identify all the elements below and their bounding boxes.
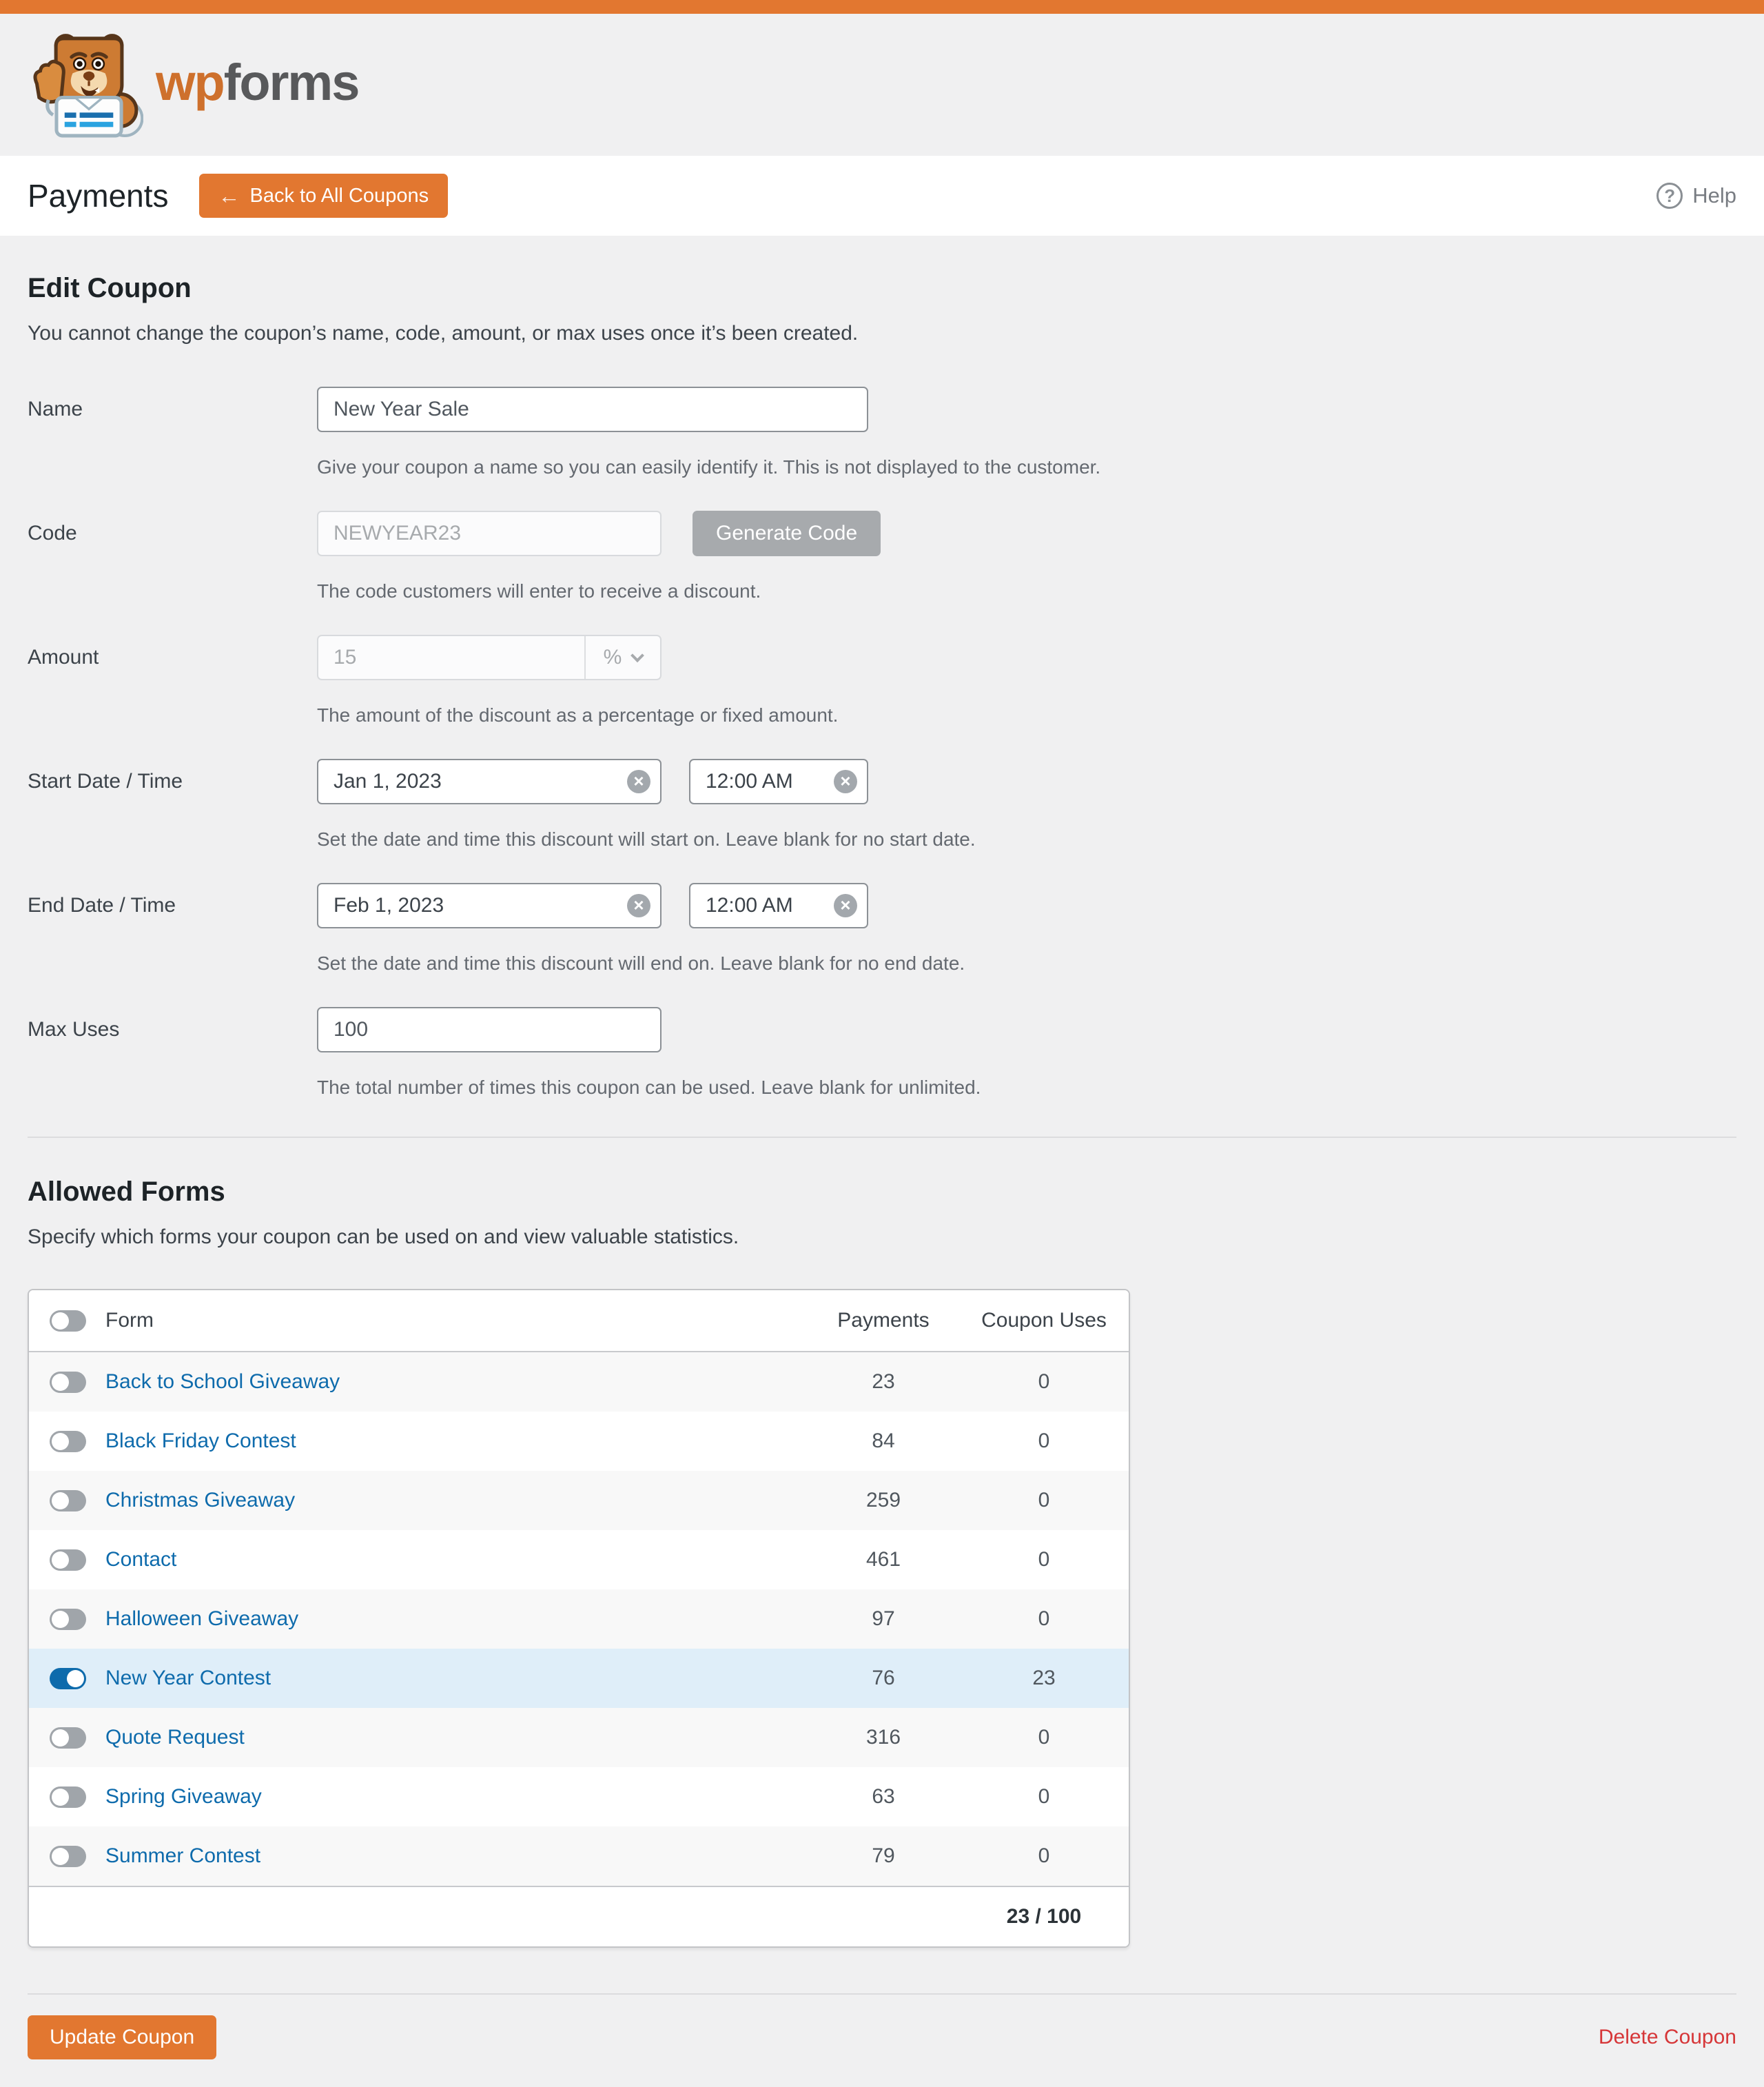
table-row: [29, 1708, 1129, 1767]
payments-count: 63: [872, 1785, 895, 1808]
field-row-name: [28, 387, 1736, 479]
name-help: Give your coupon a name so you can easily identify it. This is not displayed to the customer.: [317, 456, 1101, 478]
field-row-end: [28, 883, 1736, 975]
table-row: [29, 1767, 1129, 1826]
form-link[interactable]: Summer Contest: [105, 1844, 261, 1867]
coupon-uses-count: 0: [1038, 1607, 1050, 1630]
wpforms-logo: [28, 30, 358, 139]
table-row: [29, 1649, 1129, 1708]
form-toggle[interactable]: [50, 1668, 86, 1689]
edit-coupon-heading: Edit Coupon: [28, 273, 192, 303]
back-arrow-icon: ←: [218, 183, 240, 208]
field-row-code: [28, 511, 1736, 603]
clear-start-time-icon[interactable]: ×: [834, 770, 857, 793]
column-header-payments: Payments: [837, 1309, 930, 1332]
start-time-field: [689, 759, 868, 804]
start-date-field: [317, 759, 662, 804]
name-label: Name: [28, 398, 83, 420]
update-coupon-button[interactable]: Update Coupon: [28, 2015, 216, 2059]
coupon-uses-count: 0: [1038, 1548, 1050, 1571]
allowed-forms-heading: Allowed Forms: [28, 1177, 225, 1207]
code-help: The code customers will enter to receive a discount.: [317, 580, 761, 602]
edit-coupon-section: [28, 273, 1736, 1138]
end-time-field: [689, 883, 868, 928]
actions-bar: [28, 2015, 1736, 2059]
clear-end-time-icon[interactable]: ×: [834, 894, 857, 917]
top-accent-bar: [0, 0, 1764, 14]
form-toggle[interactable]: [50, 1431, 86, 1452]
end-date-field: [317, 883, 662, 928]
coupon-uses-count: 0: [1038, 1489, 1050, 1511]
clear-end-date-icon[interactable]: ×: [627, 894, 650, 917]
form-link[interactable]: Contact: [105, 1548, 177, 1571]
column-header-coupon-uses: Coupon Uses: [981, 1309, 1107, 1332]
table-row: [29, 1471, 1129, 1530]
edit-coupon-note: You cannot change the coupon’s name, code, amount, or max uses once it’s been created.: [28, 322, 859, 345]
start-label: Start Date / Time: [28, 770, 183, 793]
form-toggle[interactable]: [50, 1846, 86, 1867]
code-label: Code: [28, 522, 77, 544]
section-divider: [28, 1137, 1736, 1138]
logo-forms: forms: [223, 54, 359, 111]
page-toolbar: [0, 156, 1764, 236]
coupon-uses-count: 0: [1038, 1370, 1050, 1393]
help-label: Help: [1692, 183, 1736, 207]
form-toggle[interactable]: [50, 1786, 86, 1808]
max-uses-help: The total number of times this coupon can be used. Leave blank for unlimited.: [317, 1077, 981, 1098]
max-uses-label: Max Uses: [28, 1018, 120, 1041]
payments-count: 84: [872, 1429, 895, 1452]
form-toggle[interactable]: [50, 1549, 86, 1571]
code-input: [317, 511, 662, 556]
end-date-input[interactable]: [334, 894, 627, 917]
table-row: [29, 1412, 1129, 1471]
end-label: End Date / Time: [28, 894, 176, 917]
payments-count: 259: [865, 1489, 901, 1511]
form-link[interactable]: Christmas Giveaway: [105, 1489, 296, 1511]
payments-count: 316: [865, 1726, 901, 1749]
form-link[interactable]: Back to School Giveaway: [105, 1370, 340, 1393]
amount-help: The amount of the discount as a percentage or fixed amount.: [317, 704, 839, 726]
field-row-start: [28, 759, 1736, 851]
bear-mascot-icon: [28, 30, 143, 139]
toggle-all-forms[interactable]: [50, 1310, 86, 1332]
chevron-down-icon: [630, 649, 644, 662]
form-link[interactable]: Spring Giveaway: [105, 1785, 262, 1808]
back-button-label: Back to All Coupons: [249, 184, 429, 207]
start-date-input[interactable]: [334, 770, 627, 793]
main-content: [0, 236, 1764, 2087]
allowed-forms-note: Specify which forms your coupon can be used on and view valuable statistics.: [28, 1225, 739, 1248]
start-help: Set the date and time this discount will start on. Leave blank for no start date.: [317, 828, 976, 850]
end-time-input[interactable]: [706, 894, 834, 917]
field-row-max-uses: [28, 1007, 1736, 1099]
app-header: [0, 14, 1764, 156]
form-link[interactable]: Quote Request: [105, 1726, 245, 1749]
form-toggle[interactable]: [50, 1727, 86, 1749]
table-row: [29, 1352, 1129, 1412]
delete-coupon-link[interactable]: Delete Coupon: [1598, 2026, 1736, 2048]
help-icon: ?: [1657, 183, 1683, 209]
start-time-input[interactable]: [706, 770, 834, 793]
generate-code-button: Generate Code: [693, 511, 881, 556]
payments-count: 461: [865, 1548, 901, 1571]
table-header: [29, 1290, 1129, 1352]
coupon-uses-count: 23: [1032, 1667, 1056, 1689]
end-help: Set the date and time this discount will end on. Leave blank for no end date.: [317, 953, 965, 974]
form-link[interactable]: New Year Contest: [105, 1667, 271, 1689]
form-toggle[interactable]: [50, 1609, 86, 1630]
coupon-uses-count: 0: [1038, 1429, 1050, 1452]
form-link[interactable]: Black Friday Contest: [105, 1429, 296, 1452]
table-row: [29, 1530, 1129, 1589]
payments-count: 79: [872, 1844, 895, 1867]
coupon-uses-count: 0: [1038, 1844, 1050, 1867]
logo-wp: wp: [156, 54, 224, 111]
amount-unit-select: [584, 636, 660, 679]
clear-start-date-icon[interactable]: ×: [627, 770, 650, 793]
coupon-uses-count: 0: [1038, 1726, 1050, 1749]
form-toggle[interactable]: [50, 1372, 86, 1393]
amount-label: Amount: [28, 646, 99, 669]
field-row-amount: [28, 635, 1736, 727]
payments-count: 23: [872, 1370, 895, 1393]
usage-total: 23 / 100: [1006, 1905, 1082, 1928]
table-row: [29, 1826, 1129, 1886]
forms-table: [28, 1289, 1130, 1948]
form-toggle[interactable]: [50, 1490, 86, 1511]
allowed-forms-section: [28, 1177, 1736, 1995]
logo-text: [156, 54, 359, 112]
payments-count: 97: [872, 1607, 895, 1630]
actions-divider: [28, 1993, 1736, 1995]
page-title: Payments: [28, 178, 169, 214]
form-link[interactable]: Halloween Giveaway: [105, 1607, 299, 1630]
table-body: [29, 1352, 1129, 1886]
amount-field: [317, 635, 662, 680]
name-input[interactable]: [317, 387, 868, 432]
coupon-uses-count: 0: [1038, 1785, 1050, 1808]
percent-label: %: [603, 646, 622, 669]
help-link[interactable]: [1657, 183, 1736, 209]
max-uses-input[interactable]: [317, 1007, 662, 1052]
column-header-form: Form: [105, 1309, 154, 1332]
back-to-coupons-button[interactable]: [199, 174, 449, 218]
amount-input: [318, 646, 584, 669]
payments-count: 76: [872, 1667, 895, 1689]
table-footer: [29, 1886, 1129, 1946]
table-row: [29, 1589, 1129, 1649]
